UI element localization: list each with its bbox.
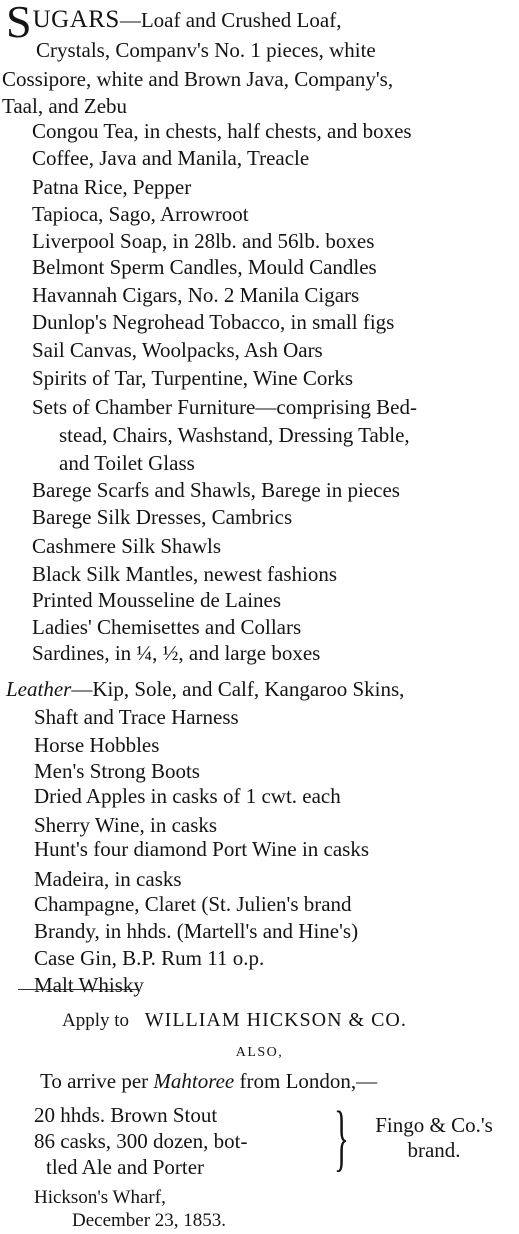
list-item: Sardines, in ¼, ½, and large boxes: [32, 641, 321, 665]
brand-line: brand.: [407, 1138, 461, 1162]
list-item: Barege Silk Dresses, Cambrics: [32, 505, 293, 529]
arrival-prefix: To arrive per: [40, 1069, 149, 1093]
list-item: Hunt's four diamond Port Wine in casks: [34, 837, 370, 861]
list-item: Black Silk Mantles, newest fashions: [32, 562, 338, 586]
list-item: Ladies' Chemisettes and Collars: [32, 615, 302, 639]
list-item: Malt Whisky: [34, 973, 144, 997]
list-item: Horse Hobbles: [34, 733, 160, 757]
stout-line: 20 hhds. Brown Stout: [34, 1103, 218, 1127]
list-item: Madeira, in casks: [34, 867, 182, 891]
list-item: and Toilet Glass: [59, 451, 195, 475]
list-item: Belmont Sperm Candles, Mould Candles: [32, 255, 377, 279]
list-item: Men's Strong Boots: [34, 759, 200, 783]
list-item: Coffee, Java and Manila, Treacle: [32, 146, 310, 170]
list-item: Brandy, in hhds. (Martell's and Hine's): [34, 919, 359, 943]
ship-name: Mahtoree: [153, 1069, 235, 1093]
list-item: Champagne, Claret (St. Julien's brand: [34, 892, 352, 916]
headline-caps: UGARS: [32, 6, 120, 33]
also-heading: ALSO,: [235, 1045, 284, 1060]
list-item: Sets of Chamber Furniture—comprising Bed-: [32, 395, 417, 419]
list-item: Case Gin, B.P. Rum 11 o.p.: [34, 946, 265, 970]
list-item: Patna Rice, Pepper: [32, 175, 192, 199]
arrival-line: [40, 1068, 377, 1094]
list-item: Havannah Cigars, No. 2 Manila Cigars: [32, 283, 360, 307]
list-item: Tapioca, Sago, Arrowroot: [32, 202, 249, 226]
list-item: Barege Scarfs and Shawls, Barege in pieces: [32, 478, 400, 502]
apply-line: [62, 1006, 407, 1034]
list-item: Sherry Wine, in casks: [34, 813, 218, 837]
apply-prefix: Apply to: [62, 1010, 130, 1031]
signature-date: December 23, 1853.: [72, 1210, 227, 1231]
list-item: Cossipore, white and Brown Java, Company's,: [2, 67, 394, 91]
list-item: Spirits of Tar, Turpentine, Wine Corks: [32, 366, 353, 390]
stout-line: 86 casks, 300 dozen, bot-: [34, 1129, 248, 1153]
leather-heading: Leather: [6, 677, 72, 701]
arrival-suffix: from London,—: [239, 1069, 378, 1093]
list-item: Congou Tea, in chests, half chests, and boxes: [32, 119, 412, 143]
leather-line: [6, 676, 404, 702]
brand-line: Fingo & Co.'s: [375, 1113, 493, 1137]
list-item: Dried Apples in casks of 1 cwt. each: [34, 784, 341, 808]
list-item: Taal, and Zebu: [2, 94, 128, 118]
list-item: Dunlop's Negrohead Tobacco, in small figs: [32, 310, 395, 334]
list-item: stead, Chairs, Washstand, Dressing Table,: [59, 423, 410, 447]
list-item: Crystals, Companv's No. 1 pieces, white: [36, 38, 376, 62]
signature-place: Hickson's Wharf,: [34, 1187, 166, 1208]
list-item: Sail Canvas, Woolpacks, Ash Oars: [32, 338, 323, 362]
leather-text: —Kip, Sole, and Calf, Kangaroo Skins,: [71, 677, 405, 701]
drop-cap: S: [6, 0, 32, 47]
stout-line: tled Ale and Porter: [46, 1155, 205, 1179]
divider-rule: [18, 989, 138, 990]
list-item: Shaft and Trace Harness: [34, 705, 239, 729]
list-item: Liverpool Soap, in 28lb. and 56lb. boxes: [32, 229, 375, 253]
brace-glyph: }: [334, 1097, 349, 1179]
merchant-name: WILLIAM HICKSON & CO.: [144, 1009, 407, 1031]
list-item: Cashmere Silk Shawls: [32, 534, 221, 558]
headline-text: —Loaf and Crushed Loaf,: [119, 8, 342, 32]
headline-line: [6, 0, 342, 47]
list-item: Printed Mousseline de Laines: [32, 588, 282, 612]
